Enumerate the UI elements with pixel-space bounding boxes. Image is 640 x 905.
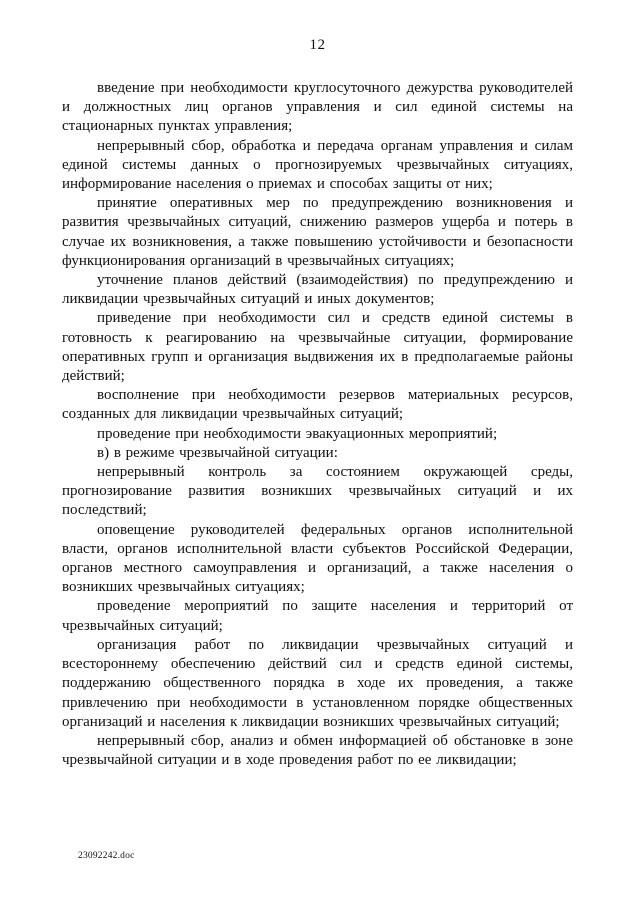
- paragraph-duty-roster: введение при необходимости круглосуточного дежурства руководителей и должностных лиц органов управления и сил единой системы на стационарных пунктах управления;: [62, 80, 573, 135]
- paragraph-notification: оповещение руководителей федеральных органов исполнительной власти, органов исполнительной власти субъектов Российской Федерации, органов местного самоуправления и организаций, а также населения о возникших чрезвычайных ситуациях;: [62, 521, 573, 596]
- paragraph-forces-readiness: приведение при необходимости сил и средств единой системы в готовность к реагированию на чрезвычайные ситуации, формирование оперативных групп и организация выдвижения их в предполагаемые районы действий;: [62, 310, 573, 385]
- document-body: [62, 79, 573, 770]
- paragraph-emergency-regime-heading: в) в режиме чрезвычайной ситуации:: [97, 444, 338, 461]
- paragraph-protection-measures: проведение мероприятий по защите населения и территорий от чрезвычайных ситуаций;: [62, 598, 573, 634]
- paragraph-data-collection: непрерывный сбор, обработка и передача органам управления и силам единой системы данных о прогнозируемых чрезвычайных ситуациях, информирование населения о приемах и способах защиты от них;: [62, 137, 573, 193]
- paragraph-operational-measures: принятие оперативных мер по предупреждению возникновения и развития чрезвычайных ситуаций, снижению размеров ущерба и потерь в случае их возникновения, а также повышению устойчивости и безопасности функционирования организаций в чрезвычайных ситуациях;: [62, 195, 573, 269]
- paragraph-environment-monitoring: непрерывный контроль за состоянием окружающей среды, прогнозирование развития возникших чрезвычайных ситуаций и их последствий;: [62, 464, 573, 519]
- paragraph-liquidation-works: организация работ по ликвидации чрезвычайных ситуаций и всестороннему обеспечению действий сил и средств единой системы, поддержанию общественного порядка в ходе их проведения, а также привлечению при необходимости в установленном порядке общественных организаций и населения к ликвидации возникших чрезвычайных ситуаций;: [62, 636, 573, 730]
- page-number: 12: [309, 37, 326, 53]
- paragraph-information-exchange: непрерывный сбор, анализ и обмен информацией об обстановке в зоне чрезвычайной ситуации и в ходе проведения работ по ее ликвидации;: [62, 732, 573, 769]
- footer-filename: 23092242.doc: [78, 851, 135, 861]
- paragraph-evacuation: проведение при необходимости эвакуационных мероприятий;: [97, 425, 498, 442]
- paragraph-plans-refinement: уточнение планов действий (взаимодействия) по предупреждению и ликвидации чрезвычайных ситуаций и иных документов;: [62, 272, 573, 308]
- paragraph-reserves-replenishment: восполнение при необходимости резервов материальных ресурсов, созданных для ликвидации чрезвычайных ситуаций;: [62, 387, 573, 423]
